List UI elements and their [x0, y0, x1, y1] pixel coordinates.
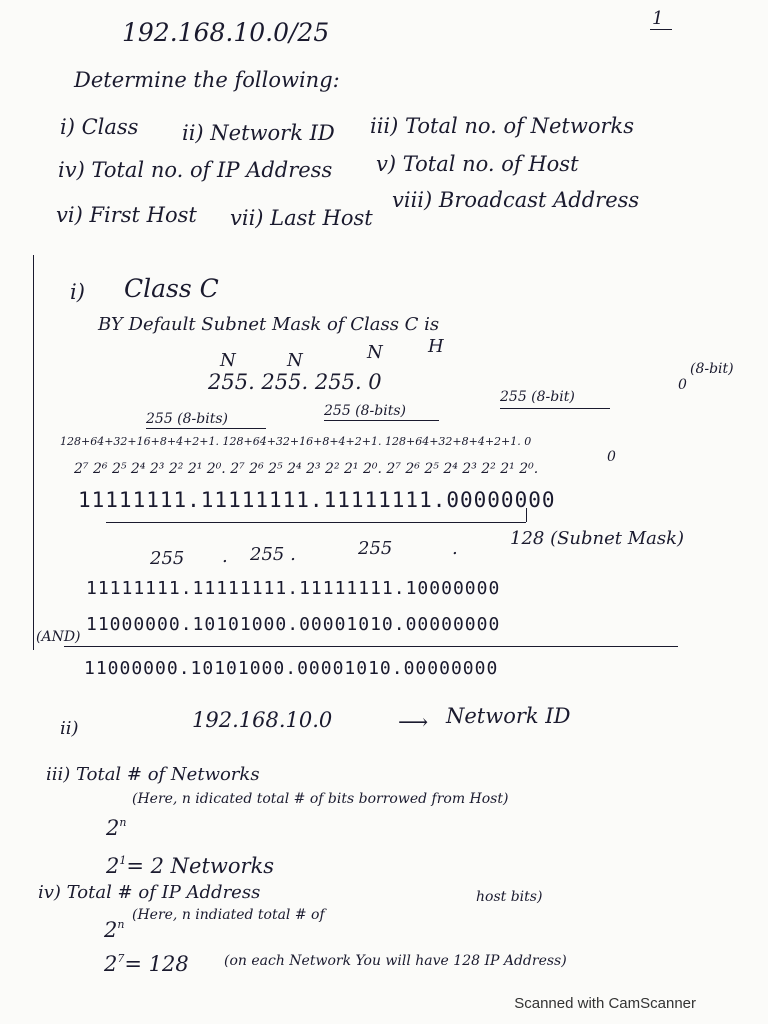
networks-formula-note: (Here, n idicated total # of bits borrowed from Host) [132, 791, 509, 807]
networks-result-base: 2 [106, 854, 120, 878]
networks-formula-base: 2 [106, 816, 120, 840]
bracket-end [526, 508, 527, 522]
arrow-icon: ⟶ [398, 710, 429, 734]
default-mask-value: 255. 255. 255. 0 [208, 370, 382, 394]
ip-formula-note-2: host bits) [476, 889, 543, 905]
question-first-host: vi) First Host [56, 203, 197, 227]
default-mask-heading: BY Default Subnet Mask of Class C is [98, 314, 440, 335]
default-mask-binary: 11111111.11111111.11111111.00000000 [78, 488, 556, 512]
place-value-sum: 128+64+32+16+8+4+2+1. 128+64+32+16+8+4+2+1. 128+64+32+8+4+2+1. 0 [60, 435, 532, 448]
octet-label-3: 255 (8-bit) [500, 389, 575, 405]
powers-zero: 0 [607, 449, 616, 465]
ip-heading: iv) Total # of IP Address [38, 882, 261, 903]
subnet-dot-1: . [222, 546, 228, 567]
side-label-8bit: (8-bit) [690, 361, 734, 377]
question-last-host: vii) Last Host [230, 206, 373, 230]
subnet-octet-3: 255 [358, 538, 393, 559]
answer-class-label: i) [70, 280, 85, 304]
network-binary-result: 11000000.10101000.00001010.00000000 [84, 658, 499, 679]
networks-heading: iii) Total # of Networks [46, 764, 260, 785]
margin-rule [33, 255, 34, 650]
marker-network-2: N [287, 350, 303, 371]
question-network-id: ii) Network ID [182, 121, 335, 145]
page-title: 192.168.10.0/25 [122, 18, 330, 47]
subnet-octet-1: 255 [150, 548, 185, 569]
octet-overline-3 [500, 408, 610, 409]
networks-result-line [106, 856, 274, 877]
networks-result: = 2 Networks [126, 854, 275, 878]
ip-formula-exp: n [117, 918, 125, 931]
powers-of-two: 2⁷ 2⁶ 2⁵ 2⁴ 2³ 2² 2¹ 2⁰. 2⁷ 2⁶ 2⁵ 2⁴ 2³ 2² 2¹ 2⁰. 2⁷ 2⁶ 2⁵ 2⁴ 2³ 2² 2¹ 2⁰. [74, 461, 539, 477]
octet-overline-1 [146, 428, 266, 429]
network-id-label: ii) [60, 718, 79, 739]
marker-network-3: N [367, 342, 383, 363]
marker-network-1: N [220, 350, 236, 371]
networks-formula [106, 818, 126, 839]
prompt-text: Determine the following: [74, 68, 340, 92]
network-id-desc: Network ID [446, 704, 571, 728]
question-total-ip: iv) Total no. of IP Address [58, 158, 333, 182]
ip-formula [104, 920, 124, 941]
ip-formula-base: 2 [104, 918, 118, 942]
marker-host: H [428, 336, 444, 357]
ip-result-note: (on each Network You will have 128 IP Address) [224, 953, 567, 969]
and-label: (AND) [36, 629, 81, 645]
ip-result-exp: 7 [117, 952, 125, 965]
ip-formula-note: (Here, n indiated total # of [132, 907, 325, 923]
networks-result-exp: 1 [119, 854, 127, 867]
octet-label-1: 255 (8-bits) [146, 411, 228, 427]
subnet-octet-4: 128 (Subnet Mask) [510, 528, 685, 549]
octet-overline-2 [324, 420, 439, 421]
question-broadcast: viii) Broadcast Address [392, 188, 640, 212]
page-number-underline [650, 29, 672, 30]
networks-formula-exp: n [119, 816, 127, 829]
side-zero: 0 [678, 377, 687, 393]
ip-binary: 11000000.10101000.00001010.00000000 [86, 614, 501, 635]
scanner-watermark: Scanned with CamScanner [514, 995, 696, 1012]
ip-result: = 128 [124, 952, 189, 976]
bracket-line [106, 522, 526, 523]
answer-class-value: Class C [124, 274, 219, 303]
subnet-mask-binary: 11111111.11111111.11111111.10000000 [86, 578, 501, 599]
question-class: i) Class [60, 115, 139, 139]
and-result-line [64, 646, 678, 647]
subnet-octet-2: 255 . [250, 544, 296, 565]
octet-label-2: 255 (8-bits) [324, 403, 406, 419]
network-id-value: 192.168.10.0 [192, 708, 333, 732]
page-number: 1 [652, 8, 664, 29]
ip-result-base: 2 [104, 952, 118, 976]
ip-result-line [104, 954, 189, 975]
question-total-networks: iii) Total no. of Networks [370, 114, 635, 138]
question-total-hosts: v) Total no. of Host [376, 152, 579, 176]
subnet-dot-3: . [452, 538, 458, 559]
